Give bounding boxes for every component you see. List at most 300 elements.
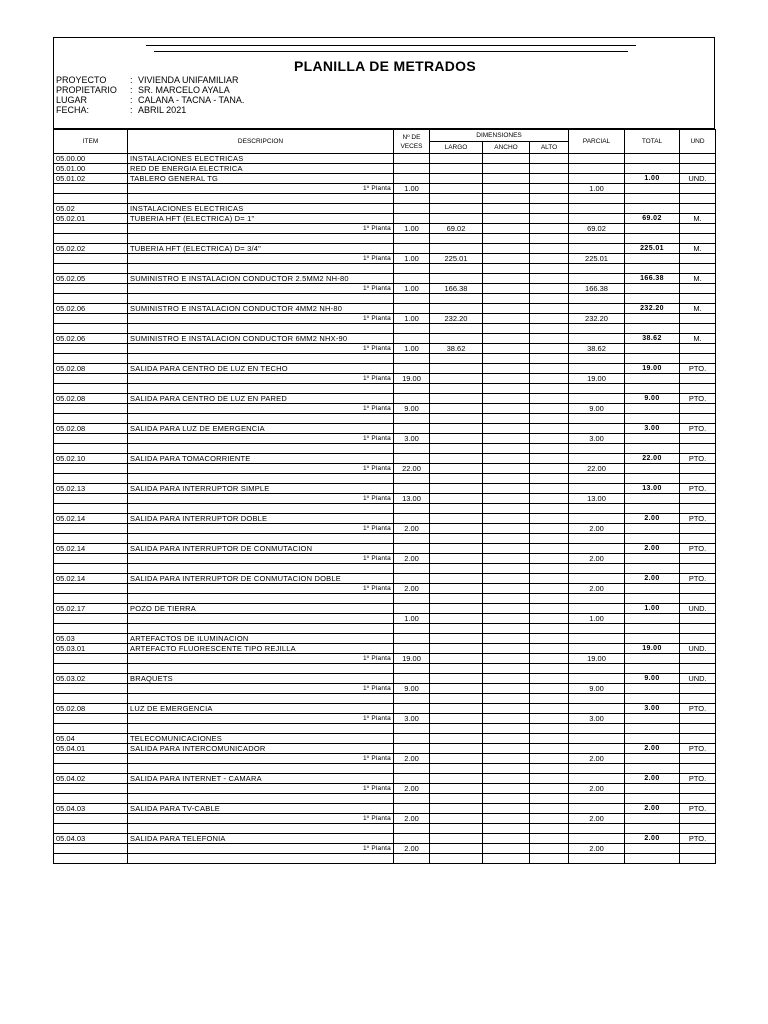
cell-largo: [430, 564, 483, 574]
cell-item: [54, 794, 128, 804]
cell-descripcion: LUZ DE EMERGENCIA: [128, 704, 394, 714]
cell-ancho: [483, 224, 530, 234]
cell-alto: [530, 664, 569, 674]
cell-und: [680, 384, 716, 394]
cell-veces: [394, 744, 430, 754]
cell-item: 05.03: [54, 634, 128, 644]
table-row: [54, 604, 716, 614]
cell-descripcion: INSTALACIONES ELECTRICAS: [128, 204, 394, 214]
cell-und: [680, 534, 716, 544]
cell-total: [625, 464, 680, 474]
cell-largo: [430, 454, 483, 464]
cell-alto: [530, 694, 569, 704]
cell-alto: [530, 724, 569, 734]
cell-alto: [530, 614, 569, 624]
cell-item: [54, 754, 128, 764]
cell-parcial: 9.00: [569, 684, 625, 694]
cell-largo: [430, 354, 483, 364]
cell-item: 05.04.02: [54, 774, 128, 784]
table-row: [54, 834, 716, 844]
col-header-parcial: PARCIAL: [569, 130, 625, 154]
table-row: [54, 214, 716, 224]
cell-total: [625, 564, 680, 574]
info-label: PROPIETARIO: [56, 85, 117, 95]
cell-und: [680, 694, 716, 704]
cell-total: [625, 194, 680, 204]
cell-und: PTO.: [680, 574, 716, 584]
cell-alto: [530, 604, 569, 614]
cell-parcial: 225.01: [569, 254, 625, 264]
table-row: [54, 444, 716, 454]
cell-ancho: [483, 204, 530, 214]
cell-descripcion: 1º Planta: [128, 254, 394, 264]
cell-item: 05.02.06: [54, 334, 128, 344]
table-row: [54, 574, 716, 584]
cell-descripcion: INSTALACIONES ELECTRICAS: [128, 154, 394, 164]
cell-parcial: [569, 764, 625, 774]
cell-parcial: [569, 634, 625, 644]
cell-item: [54, 474, 128, 484]
cell-ancho: [483, 774, 530, 784]
cell-parcial: [569, 234, 625, 244]
cell-descripcion: SALIDA PARA INTERCOMUNICADOR: [128, 744, 394, 754]
cell-largo: [430, 264, 483, 274]
table-row: [54, 284, 716, 294]
cell-ancho: [483, 544, 530, 554]
cell-total: [625, 734, 680, 744]
table-row: [54, 174, 716, 184]
cell-ancho: [483, 844, 530, 854]
info-label: PROYECTO: [56, 75, 107, 85]
cell-parcial: [569, 264, 625, 274]
cell-descripcion: [128, 854, 394, 864]
cell-parcial: [569, 214, 625, 224]
cell-veces: 9.00: [394, 404, 430, 414]
cell-und: [680, 374, 716, 384]
cell-ancho: [483, 854, 530, 864]
table-row: [54, 154, 716, 164]
cell-parcial: [569, 604, 625, 614]
cell-descripcion: [128, 564, 394, 574]
cell-largo: [430, 834, 483, 844]
cell-item: [54, 384, 128, 394]
cell-parcial: [569, 664, 625, 674]
cell-ancho: [483, 754, 530, 764]
cell-ancho: [483, 714, 530, 724]
cell-descripcion: ARTEFACTO FLUORESCENTE TIPO REJILLA: [128, 644, 394, 654]
cell-item: 05.04: [54, 734, 128, 744]
cell-item: [54, 344, 128, 354]
cell-alto: [530, 794, 569, 804]
cell-parcial: 2.00: [569, 844, 625, 854]
table-row: [54, 294, 716, 304]
cell-descripcion: 1º Planta: [128, 284, 394, 294]
table-row: [54, 644, 716, 654]
cell-largo: 166.38: [430, 284, 483, 294]
cell-item: 05.02.08: [54, 394, 128, 404]
cell-und: [680, 254, 716, 264]
cell-veces: [394, 164, 430, 174]
cell-parcial: [569, 804, 625, 814]
cell-total: [625, 444, 680, 454]
cell-largo: [430, 394, 483, 404]
cell-alto: [530, 514, 569, 524]
cell-descripcion: [128, 614, 394, 624]
cell-largo: [430, 744, 483, 754]
cell-item: [54, 654, 128, 664]
cell-largo: [430, 804, 483, 814]
cell-largo: [430, 404, 483, 414]
cell-parcial: [569, 544, 625, 554]
table-row: [54, 244, 716, 254]
cell-item: [54, 284, 128, 294]
cell-und: [680, 204, 716, 214]
cell-parcial: [569, 594, 625, 604]
cell-und: [680, 284, 716, 294]
table-row: [54, 634, 716, 644]
cell-veces: [394, 774, 430, 784]
cell-item: 05.02.08: [54, 704, 128, 714]
cell-parcial: 69.02: [569, 224, 625, 234]
cell-parcial: 2.00: [569, 584, 625, 594]
cell-largo: [430, 594, 483, 604]
cell-largo: [430, 704, 483, 714]
cell-alto: [530, 844, 569, 854]
cell-ancho: [483, 734, 530, 744]
cell-parcial: [569, 694, 625, 704]
cell-parcial: 22.00: [569, 464, 625, 474]
cell-descripcion: [128, 414, 394, 424]
cell-und: PTO.: [680, 514, 716, 524]
cell-parcial: 38.62: [569, 344, 625, 354]
cell-und: [680, 224, 716, 234]
cell-veces: 3.00: [394, 714, 430, 724]
cell-item: [54, 374, 128, 384]
table-row: [54, 554, 716, 564]
cell-descripcion: TELECOMUNICACIONES: [128, 734, 394, 744]
cell-largo: [430, 794, 483, 804]
cell-parcial: [569, 734, 625, 744]
cell-veces: 1.00: [394, 224, 430, 234]
cell-largo: [430, 484, 483, 494]
cell-total: [625, 264, 680, 274]
cell-total: [625, 374, 680, 384]
cell-alto: [530, 204, 569, 214]
cell-und: [680, 194, 716, 204]
cell-veces: 22.00: [394, 464, 430, 474]
table-row: [54, 534, 716, 544]
cell-item: [54, 724, 128, 734]
cell-und: [680, 754, 716, 764]
cell-item: [54, 404, 128, 414]
cell-und: [680, 524, 716, 534]
cell-parcial: [569, 564, 625, 574]
cell-ancho: [483, 704, 530, 714]
cell-alto: [530, 824, 569, 834]
cell-und: [680, 684, 716, 694]
cell-largo: [430, 194, 483, 204]
cell-und: PTO.: [680, 394, 716, 404]
table-row: [54, 764, 716, 774]
cell-descripcion: [128, 504, 394, 514]
table-row: [54, 564, 716, 574]
table-row: [54, 804, 716, 814]
cell-total: [625, 184, 680, 194]
cell-descripcion: [128, 764, 394, 774]
cell-largo: [430, 544, 483, 554]
cell-und: PTO.: [680, 774, 716, 784]
cell-und: PTO.: [680, 704, 716, 714]
cell-largo: [430, 714, 483, 724]
cell-alto: [530, 854, 569, 864]
cell-und: PTO.: [680, 544, 716, 554]
cell-veces: 2.00: [394, 784, 430, 794]
cell-alto: [530, 364, 569, 374]
table-row: [54, 394, 716, 404]
cell-ancho: [483, 624, 530, 634]
cell-ancho: [483, 334, 530, 344]
cell-ancho: [483, 474, 530, 484]
cell-parcial: [569, 824, 625, 834]
cell-ancho: [483, 354, 530, 364]
table-row: [54, 734, 716, 744]
cell-descripcion: TUBERIA HFT (ELECTRICA) D= 1": [128, 214, 394, 224]
cell-und: [680, 654, 716, 664]
cell-descripcion: 1º Planta: [128, 184, 394, 194]
cell-largo: [430, 814, 483, 824]
cell-parcial: [569, 244, 625, 254]
cell-ancho: [483, 184, 530, 194]
cell-descripcion: SUMINISTRO E INSTALACION CONDUCTOR 4MM2 NH-80: [128, 304, 394, 314]
cell-und: [680, 234, 716, 244]
cell-und: PTO.: [680, 484, 716, 494]
cell-und: [680, 824, 716, 834]
cell-veces: [394, 454, 430, 464]
cell-item: [54, 784, 128, 794]
cell-veces: 1.00: [394, 314, 430, 324]
cell-largo: [430, 494, 483, 504]
cell-veces: [394, 724, 430, 734]
cell-alto: [530, 324, 569, 334]
cell-alto: [530, 244, 569, 254]
cell-largo: [430, 734, 483, 744]
cell-item: 05.01.02: [54, 174, 128, 184]
table-row: [54, 814, 716, 824]
cell-parcial: [569, 354, 625, 364]
cell-ancho: [483, 164, 530, 174]
cell-und: PTO.: [680, 834, 716, 844]
cell-descripcion: 1º Planta: [128, 434, 394, 444]
cell-alto: [530, 574, 569, 584]
cell-descripcion: TUBERIA HFT (ELECTRICA) D= 3/4": [128, 244, 394, 254]
table-row: [54, 364, 716, 374]
cell-veces: [394, 804, 430, 814]
cell-total: [625, 784, 680, 794]
table-row: [54, 824, 716, 834]
cell-veces: [394, 514, 430, 524]
cell-veces: [394, 304, 430, 314]
cell-alto: [530, 254, 569, 264]
col-header-ancho: ANCHO: [483, 142, 530, 154]
cell-largo: [430, 274, 483, 284]
table-row: [54, 714, 716, 724]
cell-und: [680, 664, 716, 674]
cell-und: [680, 854, 716, 864]
cell-und: [680, 734, 716, 744]
cell-veces: 1.00: [394, 254, 430, 264]
cell-ancho: [483, 614, 530, 624]
cell-und: [680, 264, 716, 274]
cell-total: [625, 324, 680, 334]
cell-veces: [394, 444, 430, 454]
cell-veces: [394, 174, 430, 184]
cell-item: [54, 254, 128, 264]
cell-total: 13.00: [625, 484, 680, 494]
cell-parcial: [569, 444, 625, 454]
cell-alto: [530, 644, 569, 654]
cell-total: 1.00: [625, 174, 680, 184]
cell-veces: [394, 194, 430, 204]
table-row: [54, 724, 716, 734]
cell-descripcion: SALIDA PARA INTERNET - CAMARA: [128, 774, 394, 784]
cell-veces: [394, 644, 430, 654]
cell-largo: [430, 724, 483, 734]
cell-total: 22.00: [625, 454, 680, 464]
cell-largo: [430, 304, 483, 314]
cell-total: 2.00: [625, 574, 680, 584]
cell-ancho: [483, 234, 530, 244]
table-row: [54, 314, 716, 324]
cell-veces: [394, 604, 430, 614]
cell-descripcion: [128, 624, 394, 634]
info-value: CALANA - TACNA - TANA.: [138, 95, 245, 105]
cell-veces: [394, 334, 430, 344]
cell-parcial: [569, 774, 625, 784]
cell-veces: [394, 274, 430, 284]
cell-total: 2.00: [625, 834, 680, 844]
cell-largo: [430, 154, 483, 164]
cell-alto: [530, 814, 569, 824]
cell-total: [625, 354, 680, 364]
cell-descripcion: [128, 824, 394, 834]
cell-veces: [394, 704, 430, 714]
cell-alto: [530, 444, 569, 454]
cell-largo: [430, 554, 483, 564]
cell-item: [54, 194, 128, 204]
cell-ancho: [483, 254, 530, 264]
cell-alto: [530, 314, 569, 324]
cell-alto: [530, 404, 569, 414]
cell-total: 225.01: [625, 244, 680, 254]
table-row: [54, 514, 716, 524]
cell-ancho: [483, 694, 530, 704]
cell-und: M.: [680, 244, 716, 254]
cell-parcial: [569, 394, 625, 404]
cell-descripcion: 1º Planta: [128, 524, 394, 534]
table-row: [54, 674, 716, 684]
cell-parcial: [569, 514, 625, 524]
cell-veces: [394, 664, 430, 674]
cell-veces: [394, 564, 430, 574]
cell-total: [625, 854, 680, 864]
cell-ancho: [483, 554, 530, 564]
cell-ancho: [483, 464, 530, 474]
cell-descripcion: [128, 794, 394, 804]
cell-veces: [394, 154, 430, 164]
cell-veces: [394, 234, 430, 244]
cell-alto: [530, 774, 569, 784]
cell-veces: [394, 574, 430, 584]
cell-item: 05.02.14: [54, 574, 128, 584]
cell-veces: [394, 244, 430, 254]
cell-alto: [530, 504, 569, 514]
table-row: [54, 844, 716, 854]
cell-ancho: [483, 364, 530, 374]
cell-parcial: [569, 744, 625, 754]
cell-largo: [430, 244, 483, 254]
cell-veces: [394, 794, 430, 804]
cell-und: [680, 344, 716, 354]
cell-alto: [530, 534, 569, 544]
cell-descripcion: [128, 664, 394, 674]
cell-veces: [394, 824, 430, 834]
cell-parcial: [569, 164, 625, 174]
cell-ancho: [483, 764, 530, 774]
cell-parcial: [569, 854, 625, 864]
cell-alto: [530, 224, 569, 234]
cell-alto: [530, 294, 569, 304]
cell-veces: [394, 834, 430, 844]
table-row: [54, 454, 716, 464]
cell-total: 166.38: [625, 274, 680, 284]
cell-parcial: 2.00: [569, 524, 625, 534]
cell-und: [680, 464, 716, 474]
cell-item: [54, 464, 128, 474]
table-row: [54, 414, 716, 424]
cell-total: 69.02: [625, 214, 680, 224]
cell-alto: [530, 354, 569, 364]
cell-item: [54, 694, 128, 704]
cell-item: [54, 614, 128, 624]
cell-total: [625, 814, 680, 824]
cell-total: 38.62: [625, 334, 680, 344]
cell-total: [625, 584, 680, 594]
cell-total: [625, 594, 680, 604]
cell-largo: [430, 654, 483, 664]
cell-ancho: [483, 634, 530, 644]
cell-total: [625, 614, 680, 624]
cell-descripcion: POZO DE TIERRA: [128, 604, 394, 614]
cell-und: UND.: [680, 644, 716, 654]
cell-veces: [394, 504, 430, 514]
cell-ancho: [483, 684, 530, 694]
cell-veces: 3.00: [394, 434, 430, 444]
cell-parcial: [569, 484, 625, 494]
cell-alto: [530, 234, 569, 244]
cell-veces: 2.00: [394, 554, 430, 564]
cell-item: [54, 854, 128, 864]
table-row: [54, 204, 716, 214]
cell-largo: [430, 824, 483, 834]
table-row: [54, 384, 716, 394]
info-value: SR. MARCELO AYALA: [138, 85, 230, 95]
cell-parcial: [569, 794, 625, 804]
cell-ancho: [483, 274, 530, 284]
cell-total: 1.00: [625, 604, 680, 614]
info-label: FECHA:: [56, 105, 90, 115]
cell-und: UND.: [680, 174, 716, 184]
table-row: [54, 254, 716, 264]
